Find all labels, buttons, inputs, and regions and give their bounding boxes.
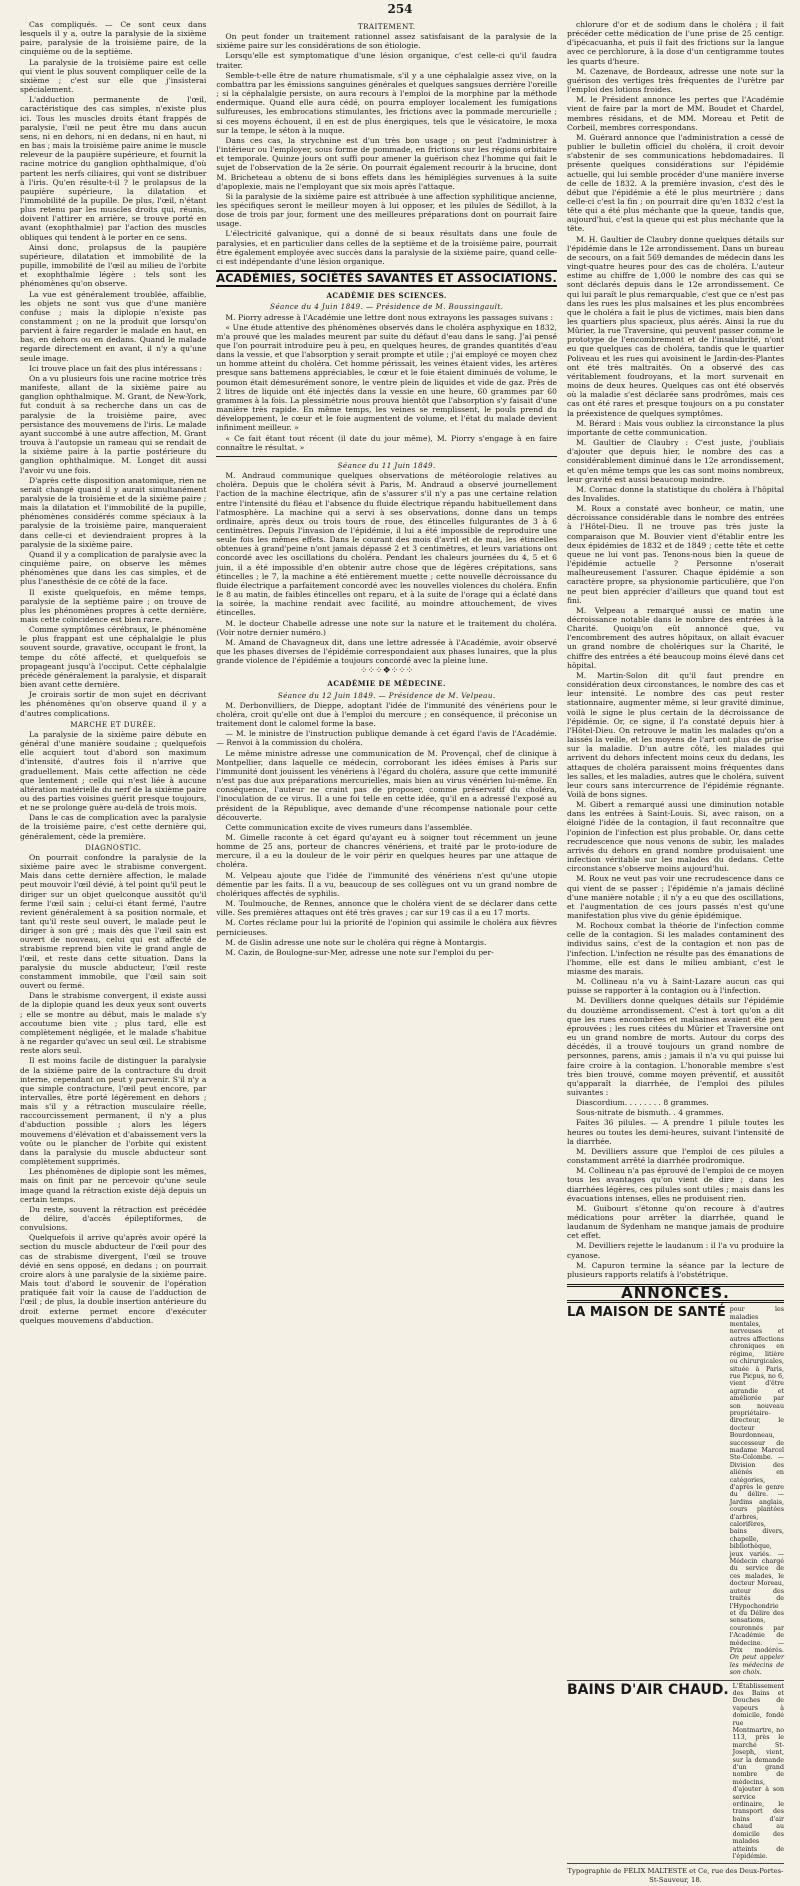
column-1-paragraphs-a [20,20,206,718]
paragraph: M. Capuron termine la séance par la lecture de plusieurs rapports relatifs à l'obstétrique. [566,1260,784,1279]
seance-line-1: Séance du 4 Juin 1849. — Présidence de M. Boussingault. [270,302,504,312]
paragraph: D'après cette disposition anatomique, rien ne serait changé quand il y aurait simultanément paralysie de la troisième et de la sixième paire ; mais la dilatation et l'immobilité de la pupille, phénomènes considérés comme spéciaux à la paralysie de la troisième paire, manqueraient dans celle-ci et deviendraient propres à la paralysie de la sixième paire. [20,475,207,549]
advertisement-bains-air-chaud [567,1683,784,1865]
section-title-academies: ACADÉMIES, SOCIÉTÉS SAVANTES ET ASSOCIATIONS. [216,270,557,287]
heading-marche-duree: MARCHE ET DURÉE. [70,719,157,729]
paragraph: M. Gimelle raconte à cet égard qu'ayant eu à soigner tout récemment un jeune homme de 25 ans, porteur de chancres vénériens, et traité par le proto-iodure de mercure, il a eu la douleur de le voir périr en quelques heures par une attaque de choléra. [216,832,557,870]
ornament-divider: ⁘⁘⁘❖⁘⁘⁘ [360,666,414,677]
paragraph: Diascordium. . . . . . . . 8 grammes. [575,1098,709,1108]
paragraph: M. Cazin, de Boulogne-sur-Mer, adresse une note sur l'emploi du per- [225,947,494,957]
ad-footnote: On peut appeler les médecins de son choix. [729,1654,784,1677]
paragraph: Il existe quelquefois, en même temps, paralysie de la septième paire ; on trouve de plus les phénomènes propres à cette dernière, mais cette coïncidence est bien rare. [20,587,207,624]
ad-title: LA MAISON DE SANTÉ [566,1305,726,1321]
paragraph: On peut fonder un traitement rationnel assez satisfaisant de la paralysie de la sixième paire sur les considérations de son étiologie. [216,32,557,51]
heading-academie-sciences: ACADÉMIE DES SCIENCES. [326,291,447,301]
paragraph: M. Gaultier de Claubry : C'est juste, j'oubliais d'ajouter que depuis hier, le nombre des cas a considérablement diminué dans le 12e arrondissement, et qu'en même temps que les cas sont moins nombreux, leur gravité est aussi beaucoup moindre. [566,438,784,484]
column-3 [566,20,785,1885]
paragraph: M. Cornac donne la statistique du choléra à l'hôpital des Invalides. [566,484,784,503]
page-number: 254 [387,2,413,16]
paragraph: La vue est généralement troublée, affaiblie, les objets ne sont vus que d'une manière confuse ; mais la diplopie n'existe pas constamment ; on ne la produit que lorsqu'on parvient à faire regarder le malade en haut, en bas, en dehors ou en dedans. Quand le malade regarde directement en avant, il n'y a qu'une seule image. [20,289,207,363]
paragraph: Dans ces cas, la strychnine est d'un très bon usage ; on peut l'administrer à l'intérieur ou l'employer, sous forme de pommade, en frictions sur les régions orbitaire et temporale. Quinze jours ont suffi pour amener la guérison chez l'homme qui fait le sujet de l'observation de la 2e série. On pourrait également recourir à la brucine, dont M. Bricheteau a obtenu de si bons effets dans les hémiplégies survenues à la suite d'apoplexie, mais ne l'employant que six mois après l'attaque. [216,135,557,191]
heading-traitement: TRAITEMENT. [357,22,416,31]
column-2-paragraphs-a [216,32,557,266]
paragraph: chlorure d'or et de sodium dans le choléra ; il fait précéder cette médication de l'une prise de 25 centigr. d'ipécacuanha, et puis il fait des frictions sur la langue avec ce perchlorure, à la dose d'un centigramme toutes les quarts d'heure. [566,20,784,66]
paragraph: « Une étude attentive des phénomènes observés dans le choléra asphyxique en 1832, m'a prouvé que les malades meurent par suite du défaut d'eau dans le sang. J'ai pensé que l'on pourrait introduire peu à peu, en quelques heures, de grandes quantités d'eau dans la vessie, et que l'absorption y serait prompte et utile ; j'ai employé ce moyen chez un homme atteint du choléra. Cet homme périssait, les veines étaient vides, les artères presque sans battemens appréciables, le cœur et le foie étaient diminués de volume, le poumon était démesurément sonore, le ventre plein de liquides et vide de gaz. Près de 2 litres de liquide ont été injectés dans la vessie en une heure, 60 grammes par 60 grammes à la fois. La plessimétrie nous prouva bientôt que l'absorption s'y faisait d'une manière très rapide. En même temps, les veines se remplissent, le pouls prend du développement, le cœur et le foie augmentent de volume, et l'état du malade devient infiniment meilleur. » [216,322,557,433]
advertisement-maison-de-sante [567,1306,784,1680]
paragraph: M. Devilliers assure que l'emploi de ces pilules a constamment arrêté la diarrhée prodromique. [566,1146,784,1166]
paragraph: Semble-t-elle être de nature rhumatismale, s'il y a une céphalalgie assez vive, on la combattra par les émissions sanguines générales et quelques sangsues derrière l'oreille ; si la céphalalgie persiste, on aura recours à l'emploi de la morphine par la méthode endermique. Quand elle aura cédé, on pourra employer localement les fumigations sulfureuses, les embrocations stimulantes, les frictions avec la pommade mercurielle ; si ces moyens échouent, il en est de plus énergiques, tels que le vésicatoire, le moxa sur la tempe, le séton à la nuque. [216,70,557,135]
paragraph: Quand il y a complication de paralysie avec la cinquième paire, on observe les mêmes phénomènes que dans les cas simples, et de plus l'anesthésie de ce côté de la face. [20,549,207,587]
paragraph: La paralysie de la troisième paire est celle qui vient le plus souvent compliquer celle de la sixième ; c'est sur elle que j'insisterai spécialement. [20,57,207,95]
paragraph: M. Bérard : Mais vous oubliez la circonstance la plus importante de cette communication. [566,418,784,437]
columns [20,20,785,1885]
paragraph: M. Rochoux combat la théorie de l'infection comme celle de la contagion. Si les malades contaminent des individus sains, c'est de la contagion et non pas de l'infection. L'infection ne résulte pas des émanations de l'homme, elle est dans le milieu ambiant, c'est le miasme des marais. [566,921,784,976]
paragraph: M. Guibourt s'étonne qu'on recoure à d'autres médications pour arrêter la diarrhée, quand le laudanum de Sydenham ne manque jamais de produire cet effet. [566,1203,784,1241]
paragraph: M. le docteur Chabelle adresse une note sur la nature et le traitement du choléra. (Voir notre dernier numéro.) [216,618,557,637]
printer-imprint: Typographie de FÉLIX MALTESTE et Ce, rue des Deux-Portes-St-Sauveur, 18. [567,1867,784,1885]
column-2-paragraphs-c [216,471,557,665]
paragraph: M. Piorry adresse à l'Académie une lettre dont nous extrayons les passages suivans : [225,312,554,322]
paragraph: M. Roux ne veut pas voir une recrudescence dans ce qui vient de se passer ; l'épidémie n'a jamais décliné d'une manière notable ; il n'y a eu que des oscillations, et l'augmentation de ces jours passés n'est qu'une manifestation plus vive du génie épidémique. [566,874,784,920]
paragraph: M. Gibert a remarqué aussi une diminution notable dans les entrées à Saint-Louis. Si, avec raison, on a éloigné l'idée de la contagion, il faut reconnaître que l'opinion de l'infection est plus probable. Or, dans cette recrudescence que nous venons de subir, les malades arrivés du dehors en grand nombre produisaient une infection véritable sur les malades du dedans. Cette circonstance s'observe moins aujourd'hui. [566,800,784,874]
paragraph: M. Devilliers donne quelques détails sur l'épidémie du douzième arrondissement. C'est à tort qu'on a dit que les rues encombrées et malsaines avaient été peu éprouvées ; les rues citées du Mûrier et Traversine ont eu un grand nombre de morts. Autour du corps des décédés, il a trouvé toujours un grand nombre de personnes, parens, amis ; jamais il n'a vu qui puisse lui faire croire à la contagion. L'honorable membre s'est très bien trouvé, comme moyen préventif, et aussitôt qu'apparaît la diarrhée, de l'emploi des pilules suivantes : [566,996,784,1097]
paragraph: M. Collineau n'a vu à Saint-Lazare aucun cas qui puisse se rapporter à la contagion ou à l'infection. [566,977,784,996]
paragraph: Du reste, souvent la rétraction est précédée de délire, d'accès épileptiformes, de convulsions. [20,1204,207,1233]
paragraph: M. Velpeau a remarqué aussi ce matin une décroissance notable dans le nombre des entrées à la Charité. Quoiqu'on eût annoncé que, vu l'encombrement des autres hôpitaux, on allait évacuer un grand nombre de cholériques sur la Charité, le chiffre des entrées a été beaucoup moins élevé dans cet hôpital. [566,605,784,670]
paragraph: M. Martin-Solon dit qu'il faut prendre en considération deux circonstances, le nombre des cas et leur intensité. Le nombre des cas peut rester stationnaire, augmenter même, si leur gravité diminue, voilà le signe le plus certain de la décroissance de l'épidémie. Or, ce signe, il l'a constaté depuis hier à l'Hôtel-Dieu. On retrouve le matin les malades qu'on a laissés la veille, et les moyens de l'art ont plus de prise sur la maladie. D'un autre côté, les malades qui arrivent du dehors infectent moins ceux du dedans, les attaques de choléra paraissent moins fréquentes dans les salles, et les maladies, autres que le choléra, suivent leur cours sans intercurrence de l'épidémie régnante. Voilà de bons signes. [566,670,784,799]
column-1-paragraphs-b [20,730,206,841]
annonces-heading: ANNONCES. [567,1284,784,1303]
paragraph: M. Toulmouche, de Rennes, annonce que le choléra vient de se déclarer dans cette ville. Ses premières attaques ont été très graves ; car sur 19 cas il a eu 17 morts. [216,899,557,918]
paragraph: M. Guérard annonce que l'administration a cessé de publier le bulletin officiel du choléra, il croit devoir s'abstenir de ses communications hebdomadaires. Il présente quelques considérations sur l'épidémie actuelle, qui lui semble procéder d'une manière inverse de celle de 1832. A la première invasion, c'est dès le début que l'épidémie a été le plus meurtrière ; dans celle-ci c'est la fin ; on pourrait dire qu'en 1832 c'est la tête qui a été plus méchante que la queue, tandis que, aujourd'hui, c'est la queue qui est plus méchante que la tête. [566,132,784,234]
column-2 [216,20,557,1091]
paragraph: Il est moins facile de distinguer la paralysie de la sixième paire de la contracture du droit interne, cependant on peut y parvenir. S'il n'y a que simple contracture, l'œil peut encore, par intervalles, être porté légèrement en dehors ; mais s'il y a rétraction musculaire réelle, raccourcissement permanent, il n'y a plus d'abduction possible ; alors les légers mouvemens d'élévation et d'abaissement vers la voûte ou le plancher de l'orbite qui existent dans la paralysie du muscle abducteur sont complètement supprimés. [20,1056,207,1167]
paragraph: M. Amand de Chavagneux dit, dans une lettre adressée à l'Académie, avoir observé que les phases diverses de l'épidémie correspondaient aux phases lunaires, que la plus grande violence de l'épidémie a toujours concordé avec la pleine lune. [216,637,557,666]
paragraph: M. Derbonvilliers, de Dieppe, adoptant l'idée de l'immunité des vénériens pour le choléra, croit qu'elle ont due à l'emploi du mercure ; en conséquence, il préconise un traitement dont le calomel forme la base. [216,700,557,729]
paragraph: Quelquefois il arrive qu'après avoir opéré la section du muscle abducteur de l'œil pour des cas de strabisme divergent, l'œil se trouve dévié en sens opposé, en dedans ; on pourrait croire alors à une paralysie de la sixième paire. Mais tout d'abord le souvenir de l'opération pratiquée fait voir la cause de l'adduction de l'œil ; de plus, la double insertion antérieure du droit externe permet encore d'exécuter quelques mouvemens d'abduction. [20,1233,207,1325]
paragraph: Cette communication excite de vives rumeurs dans l'assemblée. [225,822,473,832]
paragraph: Ainsi donc, prolapsus de la paupière supérieure, dilatation et immobilité de la pupille, immobilité de l'œil au milieu de l'orbite et exophthalmie légère : tels sont les phénomènes qu'on observe. [20,242,207,289]
paragraph: On a vu plusieurs fois une racine motrice très manifeste, allant de la sixième paire au ganglion ophthalmique. M. Grant, de New-York, fut conduit à sa recherche dans un cas de paralysie de la troisième paire, avec persistance des mouvemens de l'iris. Le malade ayant succombé à une autre affection, M. Grant trouva à l'autopsie un rameau qui se rendait de la sixième paire à la partie postérieure du ganglion ophthalmique. M. Longet dit aussi l'avoir vu une fois. [20,373,207,475]
paragraph: M. Cazenave, de Bordeaux, adresse une note sur la guérison des vertiges très fréquentes de l'urètre par l'emploi des lotions froides. [566,66,784,95]
paragraph: Comme symptômes cérébraux, le phénomène le plus frappant est une céphalalgie le plus souvent sourde, gravative, occupant le front, la tempe du côté affecté, et quelquefois se propageant jusqu'à l'occiput. Cette céphalalgie précède généralement la paralysie, et disparaît bien avant cette dernière. [20,625,207,690]
paragraph: M. Andraud communique quelques observations de météorologie relatives au choléra. Depuis que le choléra sévit à Paris, M. Andraud a observé journellement l'action de la machine électrique, afin de s'assurer s'il n'y a pas une certaine relation entre l'intensité du fléau et l'absence du fluide électrique répandu habituellement dans l'atmosphère. La machine qui a servi à ses observations, donne dans un temps ordinaire, après deux ou trois tours de roue, des étincelles fulgurantes de 3 à 6 centimètres. Depuis l'invasion de l'épidémie, il lui a été impossible de reproduire une seule fois les mêmes effets. Dans le courant des mois d'avril et de mai, les étincelles obtenues à grand'peine n'ont jamais dépassé 2 et 3 centimètres, et leurs variations ont concordé avec les oscillations du choléra. Pendant les chaleurs journées du 4, 5 et 6 juin, il a été impossible d'en obtenir autre chose que de légères crépitations, sans étincelles ; le 7, la machine a été entièrement muette ; cette nouvelle décroissance du fluide électrique a parfaitement concordé avec les nouvelles violences du choléra. Enfin le 8 au matin, de faibles étincelles ont reparu, et à la suite de l'orage qui a éclaté dans la soirée, la machine rendait avec facilité, au moindre attouchement, de vives étincelles. [216,471,557,618]
paragraph: M. H. Gaultier de Claubry donne quelques détails sur l'épidémie dans le 12e arrondissement. Dans un bureau de secours, on a fait 569 demandes de médecin dans les vingt-quatre heures pour des cas de choléra. L'auteur estime au chiffre de 1,000 le nombre des cas qui se sont déclarés depuis dans le 12e arrondissement. Ce qui lui paraît le plus remarquable, c'est que ce n'est pas dans les rues les plus malsaines et les plus encombrées que le choléra a fait le plus de victimes, mais bien dans les quartiers plus spacieux, plus aérés. Ainsi la rue du Mûrier, la rue Traversine, qui peuvent passer comme le prototype de l'encombrement et de l'insalubrité, n'ont eu que quelques cas de choléra, tandis que le quartier Poliveau et les rues qui avoisinent le Jardin-des-Plantes ont été très maltraités. On a observé des cas véritablement foudroyans, et la mort survenait en moins de deux heures. Quelques cas ont été observés où la maladie s'est déclarée sans prodrômes, mais ces cas ont été rares et presque toujours on a pu constater la préexistence de quelques symptômes. [566,234,785,418]
paragraph: La paralysie de la sixième paire débute en général d'une manière soudaine ; quelquefois elle acquiert tout d'abord son maximum d'intensité, d'autres fois il n'arrive que graduellement. Mais cette affection ne cède que lentement ; celle qui n'est liée à aucune altération matérielle du nerf de la sixième paire ou des parties voisines guérit presque toujours, et ne se prolonge guère au-delà de trois mois. [20,729,207,813]
paragraph: On pourrait confondre la paralysie de la sixième paire avec le strabisme convergent. Mais dans cette dernière affection, le malade peut mouvoir l'œil dévié, à tel point qu'il peut le diriger sur un objet quelconque aussitôt qu'il ferme l'œil sain ; celui-ci étant fermé, l'autre revient généralement à sa position normale, et tant qu'il reste seul ouvert, le malade peut le diriger à son gré ; mais dès que l'œil sain est ouvert de nouveau, celui qui est affecté de strabisme reprend bien vite le grand angle de l'œil, et reste dans cette situation. Dans la paralysie du muscle abducteur, l'œil reste constamment immobile, que l'œil sain soit ouvert ou fermé. [20,852,207,991]
paragraph: M. Cortes réclame pour lui la priorité de l'opinion qui assimile le choléra aux fièvres pernicieuses. [216,918,557,937]
paragraph: M. le Président annonce les pertes que l'Académie vient de faire par la mort de MM. Boudet et Chardel, membres résidans, et de MM. Moreau et Petit de Corbeil, membres correspondans. [566,95,784,132]
paragraph: Sous-nitrate de bismuth. . 4 grammes. [575,1108,724,1118]
heading-diagnostic: DIAGNOSTIC. [85,842,142,852]
paragraph: M. Roux a constaté avec bonheur, ce matin, une décroissance considérable dans le nombre des entrées à l'Hôtel-Dieu. Il ne trouve pas très juste la comparaison que M. Bouvier vient d'établir entre les deux épidémies de 1832 et de 1849 ; cette tête et cette queue ne lui vont pas. Tenons-nous bien la queue de l'épidémie actuelle ? Personne n'oserait malheureusement l'assurer. Chaque épidémie a son caractère propre, sa physionomie particulière, que l'on ne peut bien apprécier d'ailleurs que quand tout est fini. [566,504,784,605]
paragraph: Faites 36 pilules. — A prendre 1 pilule toutes les heures ou toutes les demi-heures, suivant l'intensité de la diarrhée. [566,1118,784,1146]
heading-academie-medecine: ACADÉMIE DE MÉDECINE. [327,679,446,689]
ad-body-text: pour les maladies mentales, nerveuses et autres affections chroniques en régime, litière ou chirurgicales, située à Paris, rue Picpus, no 6, vient d'être agrandie et améliorée par son nouveau propriétaire-directeur, le docteur Bourdonneau, successeur de madame Marcel Ste-Colombe. — Division des aliénés en catégories, d'après le genre du délire. — Jardins anglais, cours plantées d'arbres, calorifères, bains divers, chapelle, bibliothèque, jeux variés. — Médecin chargé du service de ces malades, le docteur Moreau, auteur des traités de l'Hypochondrie et du Délire des sensations, couronnés par l'Académie de médecine. — Prix modérés. [729,1306,784,1654]
ad-title: BAINS D'AIR CHAUD. [566,1681,729,1698]
divider [216,456,557,457]
paragraph: M. de Gislin adresse une note sur le choléra qui règne à Montargis. [225,937,487,947]
paragraph: L'adduction permanente de l'œil, caractéristique des cas simples, n'existe plus ici. Tous les muscles droits étant frappés de paralysie, l'œil ne peut être mu dans aucun sens, ni en dehors, ni en dedans, ni en haut, ni en bas ; mais la troisième paire anime le muscle releveur de la paupière supérieure, et fournit la racine motrice du ganglion ophthalmique, d'où partent les nerfs ciliaires, qui vont se distribuer à l'iris. Qu'en résulte-t-il ? le prolapsus de la paupière supérieure, la dilatation et l'immobilité de la pupille. De plus, l'œil, n'étant plus retenu par les muscles droits qui, réunis, doivent l'attirer en arrière, se trouve porté en avant (exophthalmie) par l'action des muscles obliques qui tendent à le porter en ce sens. [20,95,207,242]
paragraph: M. Devilliers rejette le laudanum : il l'a vu produire la cyanose. [566,1241,784,1260]
seance-line-3: Séance du 12 Juin 1849. — Présidence de M. Velpeau. [277,690,496,700]
paragraph: M. Velpeau ajoute que l'idée de l'immunité des vénériens n'est qu'une utopie démentie par les faits. Il a vu, beaucoup de ses collègues ont vu un grand nombre de cholériques affectés de syphilis. [216,870,557,898]
paragraph: — M. le ministre de l'instruction publique demande à cet égard l'avis de l'Académie. — Renvoi à la commission du choléra. [216,729,557,748]
paragraph: Dans le cas de complication avec la paralysie de la troisième paire, c'est cette dernière qui, généralement, cède la première. [20,813,207,841]
column-2-paragraphs-b [216,313,557,452]
column-2-paragraphs-d [216,701,557,957]
paragraph: Lorsqu'elle est symptomatique d'une lésion organique, c'est celle-ci qu'il faudra traiter. [216,51,557,70]
ad-body: L'Établissement des Bains et Douches de vapeurs à domicile, fondé rue Montmartre, no 113, près le marché St-Joseph, vient, sur la demande d'un grand nombre de médecins, d'ajouter à son service ordinaire, le transport des bains d'air chaud au domicile des malades atteints de l'épidémie. [732,1682,784,1860]
paragraph: Ici trouve place un fait des plus intéressans : [29,363,203,373]
column-1 [20,20,207,1325]
paragraph: Les phénomènes de diplopie sont les mêmes, mais on finit par ne percevoir qu'une seule image quand la rétraction existe déjà depuis un certain temps. [20,1167,207,1204]
paragraph: Si la paralysie de la sixième paire est attribuée à une affection syphilitique ancienne, les spécifiques seront le meilleur moyen à lui opposer, et les pilules de Sédillot, à la dose de trois par jour, forment une des meilleures préparations dont on pourrait faire usage. [216,191,557,229]
paragraph: Cas compliqués. — Ce sont ceux dans lesquels il y a, outre la paralysie de la sixième paire, paralysie de la troisième paire, de la cinquième ou de la septième. [20,20,207,57]
column-3-paragraphs [567,20,784,1279]
paragraph: Le même ministre adresse une communication de M. Provençal, chef de clinique à Montpellier, dans laquelle ce médecin, corroborant les idées émises à Paris sur l'immunité dont jouissent les vénériens à l'égard du choléra, assure que cette immunité n'est pas due aux préparations mercurielles, mais bien au virus vénérien lui-même. En conséquence, l'auteur ne craint pas de proposer, comme préservatif du choléra, l'inoculation de ce virus. Il a une foi telle en cette idée, qu'il en a adressé l'exposé au président de la République, avec demande d'une récompense nationale pour cette découverte. [216,748,557,822]
paragraph: Dans le strabisme convergent, il existe aussi de la diplopie quand les deux yeux sont ouverts ; elle se montre au début, mais le malade s'y accoutume bien vite ; plus tard, elle est complètement négligée, et le malade s'habitue à ne regarder qu'avec un seul œil. Le strabisme reste alors seul. [20,991,207,1056]
column-1-paragraphs-c [20,853,206,1325]
paragraph: Je croirais sortir de mon sujet en décrivant les phénomènes qu'on observe quand il y a d'autres complications. [20,690,207,718]
paragraph: « Ce fait étant tout récent (il date du jour même), M. Piorry s'engage à en faire connaître le résultat. » [216,433,557,452]
paragraph: L'électricité galvanique, qui a donné de si beaux résultats dans une foule de paralysies, et en particulier dans celles de la septième et de la troisième paire, pourrait être également employée avec succès dans la paralysie de la sixième paire, quand celle-ci est indépendante d'une lésion organique. [216,229,557,266]
ad-body [730,1306,784,1676]
paragraph: M. Collineau n'a pas éprouvé de l'emploi de ce moyen tous les avantages qu'on vient de dire ; dans les diarrhées légères, ces pilules sont utiles ; mais dans les évacuations intenses, elles ne produisent rien. [566,1166,784,1203]
seance-line-2: Séance du 11 Juin 1849. [337,460,436,470]
